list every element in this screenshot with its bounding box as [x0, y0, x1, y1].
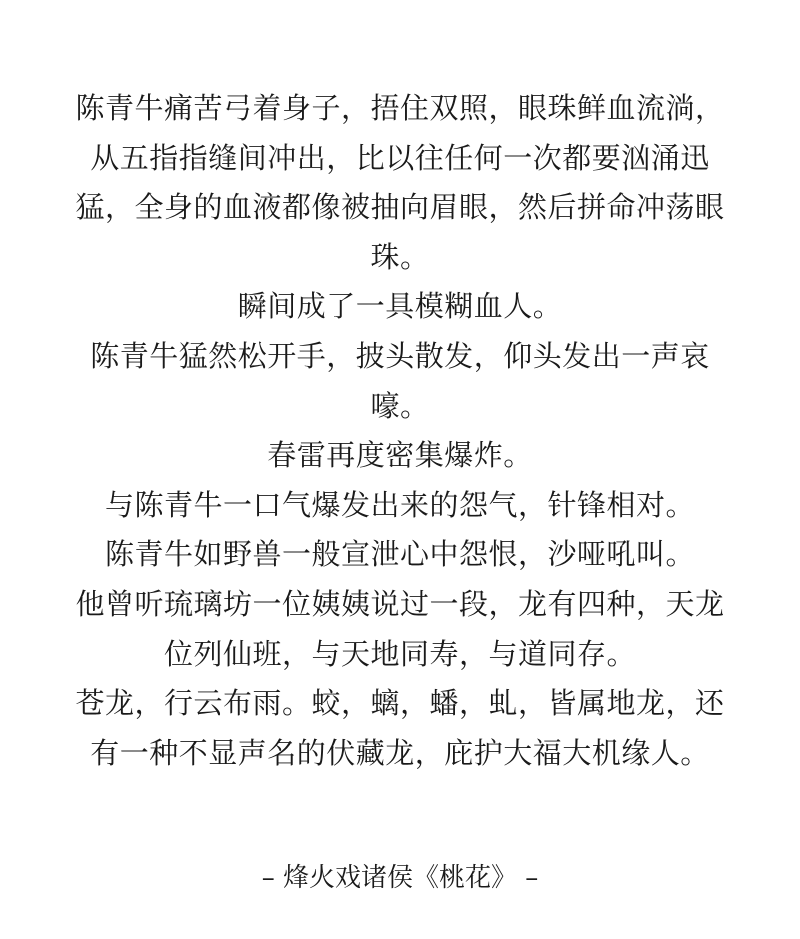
- passage-line: 从五指指缝间冲出，比以往任何一次都要汹涌迅: [90, 140, 710, 175]
- source-attribution: – 烽火戏诸侯《桃花》 –: [261, 863, 539, 893]
- passage-line: 春雷再度密集爆炸。: [267, 438, 533, 473]
- passage-line: 瞬间成了一具模糊血人。: [237, 289, 563, 324]
- passage-line: 有一种不显声名的伏藏龙，庇护大福大机缘人。: [90, 735, 710, 770]
- passage-line: 与陈青牛一口气爆发出来的怨气，针锋相对。: [104, 487, 695, 522]
- passage-line: 他曾听琉璃坊一位姨姨说过一段，龙有四种，天龙: [75, 586, 725, 621]
- novel-passage: [0, 84, 800, 778]
- passage-line: 珠。: [370, 239, 430, 274]
- passage-line: 陈青牛猛然松开手，披头散发，仰头发出一声哀: [90, 338, 710, 373]
- passage-line: 苍龙，行云布雨。蛟，螭，蟠，虬，皆属地龙，还: [75, 686, 725, 721]
- passage-line: 陈青牛如野兽一般宣泄心中怨恨，沙哑吼叫。: [104, 537, 695, 572]
- passage-line: 嚎。: [370, 388, 430, 423]
- passage-line: 陈青牛痛苦弓着身子，捂住双照，眼珠鲜血流淌，: [75, 91, 725, 125]
- passage-line: 位列仙班，与天地同寿，与道同存。: [163, 636, 636, 671]
- passage-line: 猛，全身的血液都像被抽向眉眼，然后拼命冲荡眼: [75, 190, 725, 225]
